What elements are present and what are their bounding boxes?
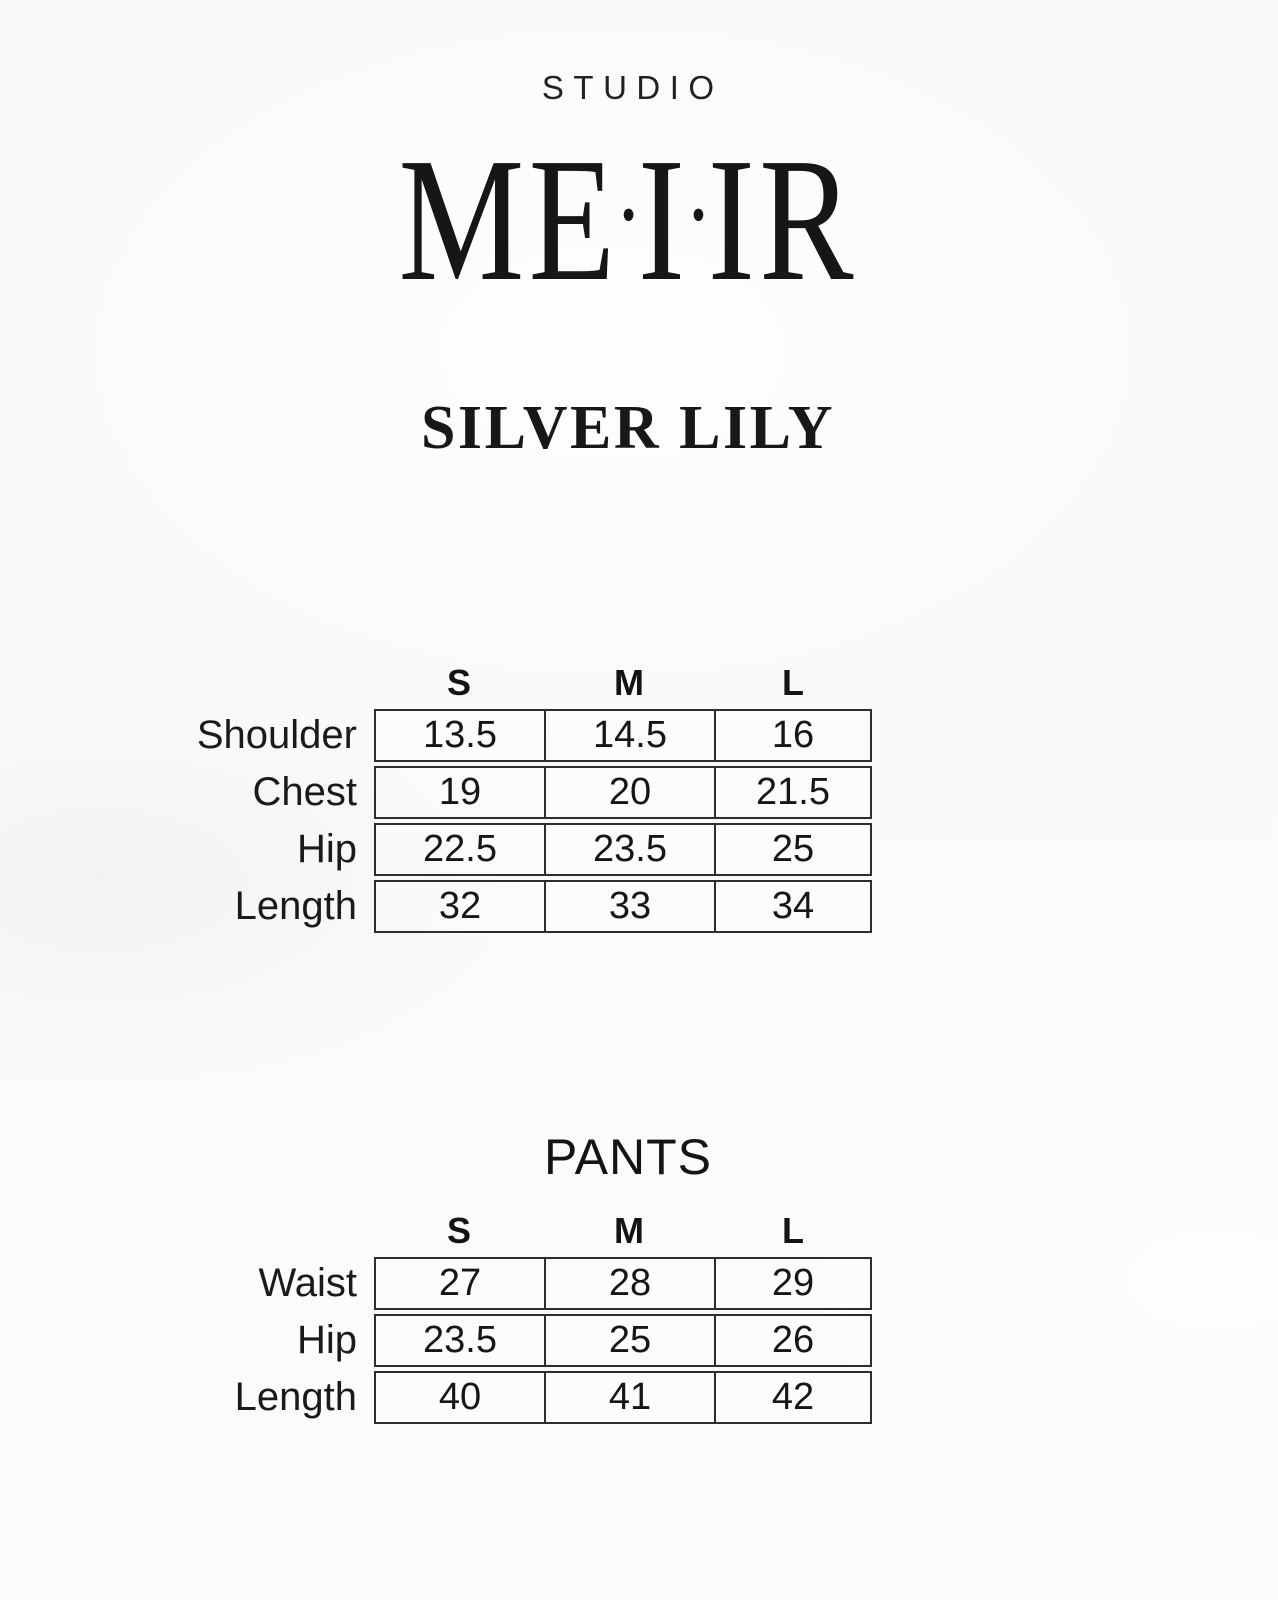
size-value-cell: 32 — [374, 880, 544, 933]
column-header-m: M — [614, 1210, 644, 1251]
column-header-l: L — [782, 1210, 804, 1251]
table-row-length — [174, 1371, 872, 1424]
size-value-cell: 25 — [714, 823, 872, 876]
column-header-l: L — [782, 662, 804, 703]
logo-letter: I — [707, 122, 759, 318]
row-label: Hip — [296, 827, 357, 871]
row-label: Shoulder — [196, 713, 357, 757]
size-value-cell: 19 — [374, 766, 544, 819]
logo-dot: • — [691, 186, 706, 244]
brand-studio-label: STUDIO — [541, 69, 724, 106]
size-value-cell: 23.5 — [374, 1314, 544, 1367]
column-header-s: S — [446, 662, 471, 703]
size-header-row — [174, 1204, 872, 1253]
product-title: SILVER LILY — [420, 394, 836, 462]
size-value-cell: 34 — [714, 880, 872, 933]
garment-size-table-block — [0, 652, 1278, 937]
table-row-hip — [174, 823, 872, 876]
size-value-cell: 28 — [544, 1257, 714, 1310]
row-label: Hip — [296, 1318, 357, 1362]
row-label: Chest — [252, 770, 357, 814]
row-label: Length — [234, 1375, 357, 1419]
logo-letter: R — [758, 122, 858, 318]
size-value-cell: 20 — [544, 766, 714, 819]
size-value-cell: 27 — [374, 1257, 544, 1310]
pants-size-table-block — [0, 1200, 1278, 1428]
table-row-shoulder — [174, 709, 872, 762]
column-header-m: M — [614, 662, 644, 703]
size-value-cell: 21.5 — [714, 766, 872, 819]
size-value-cell: 40 — [374, 1371, 544, 1424]
table-row-hip — [174, 1314, 872, 1367]
size-value-cell: 41 — [544, 1371, 714, 1424]
brand-logo — [0, 122, 1267, 318]
table-row-waist — [174, 1257, 872, 1310]
size-value-cell: 26 — [714, 1314, 872, 1367]
row-label: Length — [234, 884, 357, 928]
logo-letter: M — [398, 122, 529, 318]
garment-size-table — [174, 652, 872, 937]
logo-dot: • — [621, 186, 636, 244]
pants-section-title: PANTS — [544, 1129, 712, 1185]
size-value-cell: 13.5 — [374, 709, 544, 762]
table-row-length — [174, 880, 872, 933]
size-value-cell: 33 — [544, 880, 714, 933]
size-value-cell: 16 — [714, 709, 872, 762]
size-header-row — [174, 656, 872, 705]
row-label: Waist — [258, 1261, 357, 1305]
size-value-cell: 42 — [714, 1371, 872, 1424]
size-value-cell: 23.5 — [544, 823, 714, 876]
logo-letter: I — [637, 122, 690, 318]
brand-logo-letters — [398, 122, 858, 318]
size-value-cell: 29 — [714, 1257, 872, 1310]
size-value-cell: 22.5 — [374, 823, 544, 876]
pants-size-table — [174, 1200, 872, 1428]
size-value-cell: 14.5 — [544, 709, 714, 762]
table-row-chest — [174, 766, 872, 819]
table-corner-spacer — [174, 656, 374, 705]
size-value-cell: 25 — [544, 1314, 714, 1367]
table-corner-spacer — [174, 1204, 374, 1253]
column-header-s: S — [446, 1210, 471, 1251]
logo-letter: E — [528, 122, 620, 318]
